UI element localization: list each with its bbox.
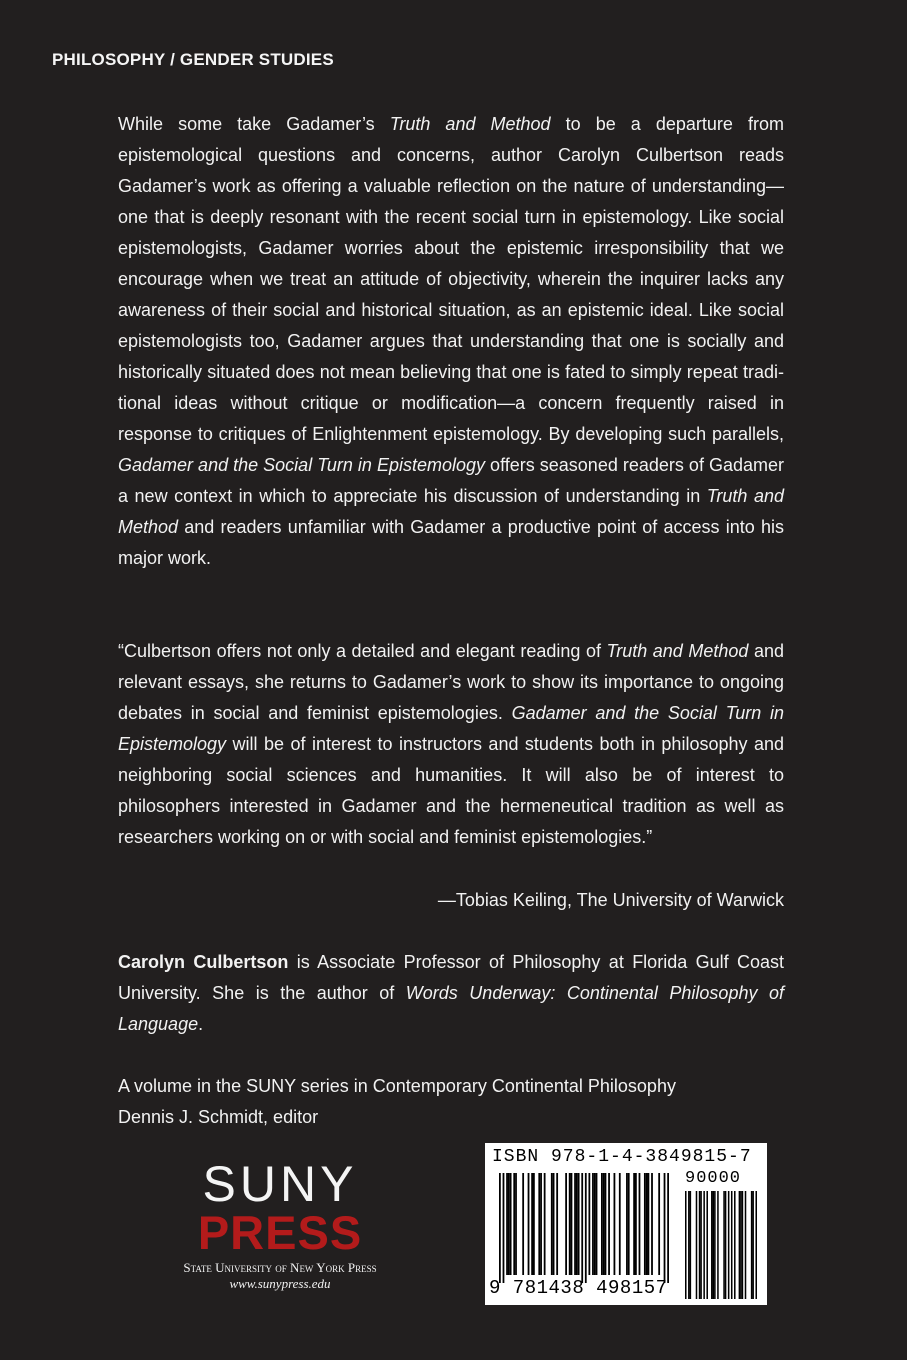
barcode-bar	[633, 1173, 635, 1275]
barcode-bar	[515, 1173, 517, 1275]
addon-bar	[740, 1191, 742, 1299]
barcode-bar	[510, 1173, 512, 1275]
barcode-bar	[499, 1173, 501, 1283]
text-run: Truth and Method	[389, 114, 551, 134]
barcode-bar	[664, 1173, 666, 1283]
logo-suny-text: SUNY	[202, 1156, 358, 1212]
barcode-bar	[551, 1173, 553, 1275]
category-label: PHILOSOPHY / GENDER STUDIES	[52, 50, 334, 69]
barcode-bars	[499, 1173, 669, 1283]
barcode-bar	[594, 1173, 596, 1275]
quote-attribution: —Tobias Keiling, The University of Warwick	[437, 890, 784, 910]
barcode-bar	[644, 1173, 646, 1275]
barcode-bar	[538, 1173, 540, 1275]
barcode-bar	[503, 1173, 505, 1283]
barcode-bar	[658, 1173, 660, 1275]
text-run: and readers unfamiliar with Gadamer a productive point of access into his major work.	[118, 517, 784, 568]
addon-bar	[700, 1191, 702, 1299]
addon-bar	[699, 1191, 701, 1299]
text-run: Carolyn Culbertson	[118, 952, 289, 972]
barcode-bar	[513, 1173, 515, 1275]
text-run: and relevant essays, she returns to Gadamer’s work to show its importance to ongoing debates in social and feminist epistemologies.	[118, 641, 784, 723]
text-run: Truth and Method	[606, 641, 749, 661]
barcode-bar	[603, 1173, 605, 1275]
barcode-bar	[576, 1173, 578, 1275]
barcode-bar	[533, 1173, 535, 1275]
barcode-bar	[553, 1173, 555, 1275]
text-run: While some take Gadamer’s	[118, 114, 390, 134]
text-run: to be a departure from epistemological questions and concerns, author Carolyn Culbertson reads Gadamer’s work as offering a valuable reflection on the nature of understanding—one that is deeply resonant with the recent social turn in epistemology. Like social epistemologists, Gadamer worries about the epistemic irresponsibility that we encourage when we treat an attitude of objectivity, wherein the inquirer lacks any awareness of their social and historical situation, as an epistemic ideal. Like social epistemologists too, Gadamer argues that understanding that one is socially and historically situated does not mean believing that one is fated to simply repeat traditional ideas without critique or modification—a concern frequently raised in response to critiques of Enlightenment epistemology. By developing such parallels,	[118, 114, 785, 444]
addon-bar	[685, 1191, 687, 1299]
logo-press-text: PRESS	[197, 1206, 363, 1259]
text-run: Gadamer and the Social Turn in Epistemology	[118, 703, 784, 754]
barcode-bar	[601, 1173, 603, 1275]
text-run: is Associate Professor of Philosophy at Florida Gulf Coast University. She is the author of	[118, 952, 784, 1003]
barcode-bar	[619, 1173, 621, 1275]
barcode-bar	[578, 1173, 580, 1275]
addon-bar	[751, 1191, 753, 1299]
text-run: Words Underway: Continental Philosophy of Language	[118, 983, 784, 1034]
text-run: offers seasoned readers of Gadamer a new context in which to appreciate his discussion of understanding in	[118, 455, 785, 506]
barcode-bar	[522, 1173, 524, 1275]
barcode-bar	[565, 1173, 567, 1275]
barcode-bar	[596, 1173, 598, 1275]
author-bio	[118, 947, 784, 1040]
addon-bar	[752, 1191, 754, 1299]
barcode-bar	[544, 1173, 546, 1275]
addon-bar	[717, 1191, 719, 1299]
barcode-bar	[531, 1173, 533, 1275]
barcode-bar	[614, 1173, 616, 1275]
publisher-name: State University of New York Press	[183, 1260, 377, 1275]
barcode-bar	[588, 1173, 590, 1275]
text-run: will be of interest to instructors and students both in philosophy and neighboring social sciences and humanities. It will also be of interest to philosophers interested in Gadamer and the hermeneutical tradition as well as researchers working on or with social and feminist epistemologies.”	[118, 734, 784, 847]
text-run: “Culbertson offers not only a detailed and elegant reading of	[118, 641, 607, 661]
barcode-bar	[528, 1173, 530, 1275]
addon-bar	[706, 1191, 708, 1299]
barcode-bar	[506, 1173, 508, 1275]
addon-bar	[714, 1191, 716, 1299]
barcode-bar	[574, 1173, 576, 1275]
addon-bar	[739, 1191, 741, 1299]
addon-bar	[742, 1191, 744, 1299]
isbn-barcode	[485, 1143, 767, 1305]
addon-bar	[755, 1191, 757, 1299]
barcode-bar	[569, 1173, 571, 1275]
publisher-url: www.sunypress.edu	[229, 1276, 331, 1291]
series-name: A volume in the SUNY series in Contemporary Continental Philosophy	[118, 1076, 676, 1096]
addon-bar	[725, 1191, 727, 1299]
barcode-bar	[626, 1173, 628, 1275]
text-run: Truth and Method	[118, 486, 784, 537]
barcode-bar	[585, 1173, 587, 1283]
addon-bar	[690, 1191, 692, 1299]
barcode-bar	[605, 1173, 607, 1275]
series-info	[118, 1071, 784, 1133]
text-run: .	[198, 1014, 204, 1034]
barcode-bar	[635, 1173, 637, 1275]
barcode-bar	[556, 1173, 558, 1275]
barcode-bar	[581, 1173, 583, 1283]
addon-bar	[728, 1191, 730, 1299]
series-editor: Dennis J. Schmidt, editor	[118, 1107, 319, 1127]
addon-bar	[713, 1191, 715, 1299]
barcode-bar	[628, 1173, 630, 1275]
addon-bar	[734, 1191, 736, 1299]
publisher-logo	[160, 1158, 400, 1292]
description-blurb	[118, 109, 784, 574]
barcode-bar	[508, 1173, 510, 1275]
addon-bar	[723, 1191, 725, 1299]
isbn-label: ISBN 978-1-4-3849815-7	[492, 1147, 752, 1167]
barcode-bar	[608, 1173, 610, 1275]
text-run: Gadamer and the Social Turn in Epistemology	[118, 455, 486, 475]
addon-bar	[688, 1191, 690, 1299]
barcode-bar	[667, 1173, 669, 1283]
price-code: 90000	[685, 1169, 742, 1188]
addon-barcode-bars	[685, 1191, 757, 1299]
addon-bar	[711, 1191, 713, 1299]
barcode-bar	[646, 1173, 648, 1275]
addon-bar	[731, 1191, 733, 1299]
barcode-bar	[651, 1173, 653, 1275]
ean-digits: 9 781438 498157	[489, 1277, 668, 1299]
barcode-bar	[648, 1173, 650, 1275]
barcode-bar	[592, 1173, 594, 1275]
barcode-bar	[571, 1173, 573, 1275]
barcode-bar	[540, 1173, 542, 1275]
addon-bar	[745, 1191, 747, 1299]
addon-bar	[696, 1191, 698, 1299]
endorsement-quote	[118, 636, 784, 853]
addon-bar	[703, 1191, 705, 1299]
barcode-bar	[639, 1173, 641, 1275]
